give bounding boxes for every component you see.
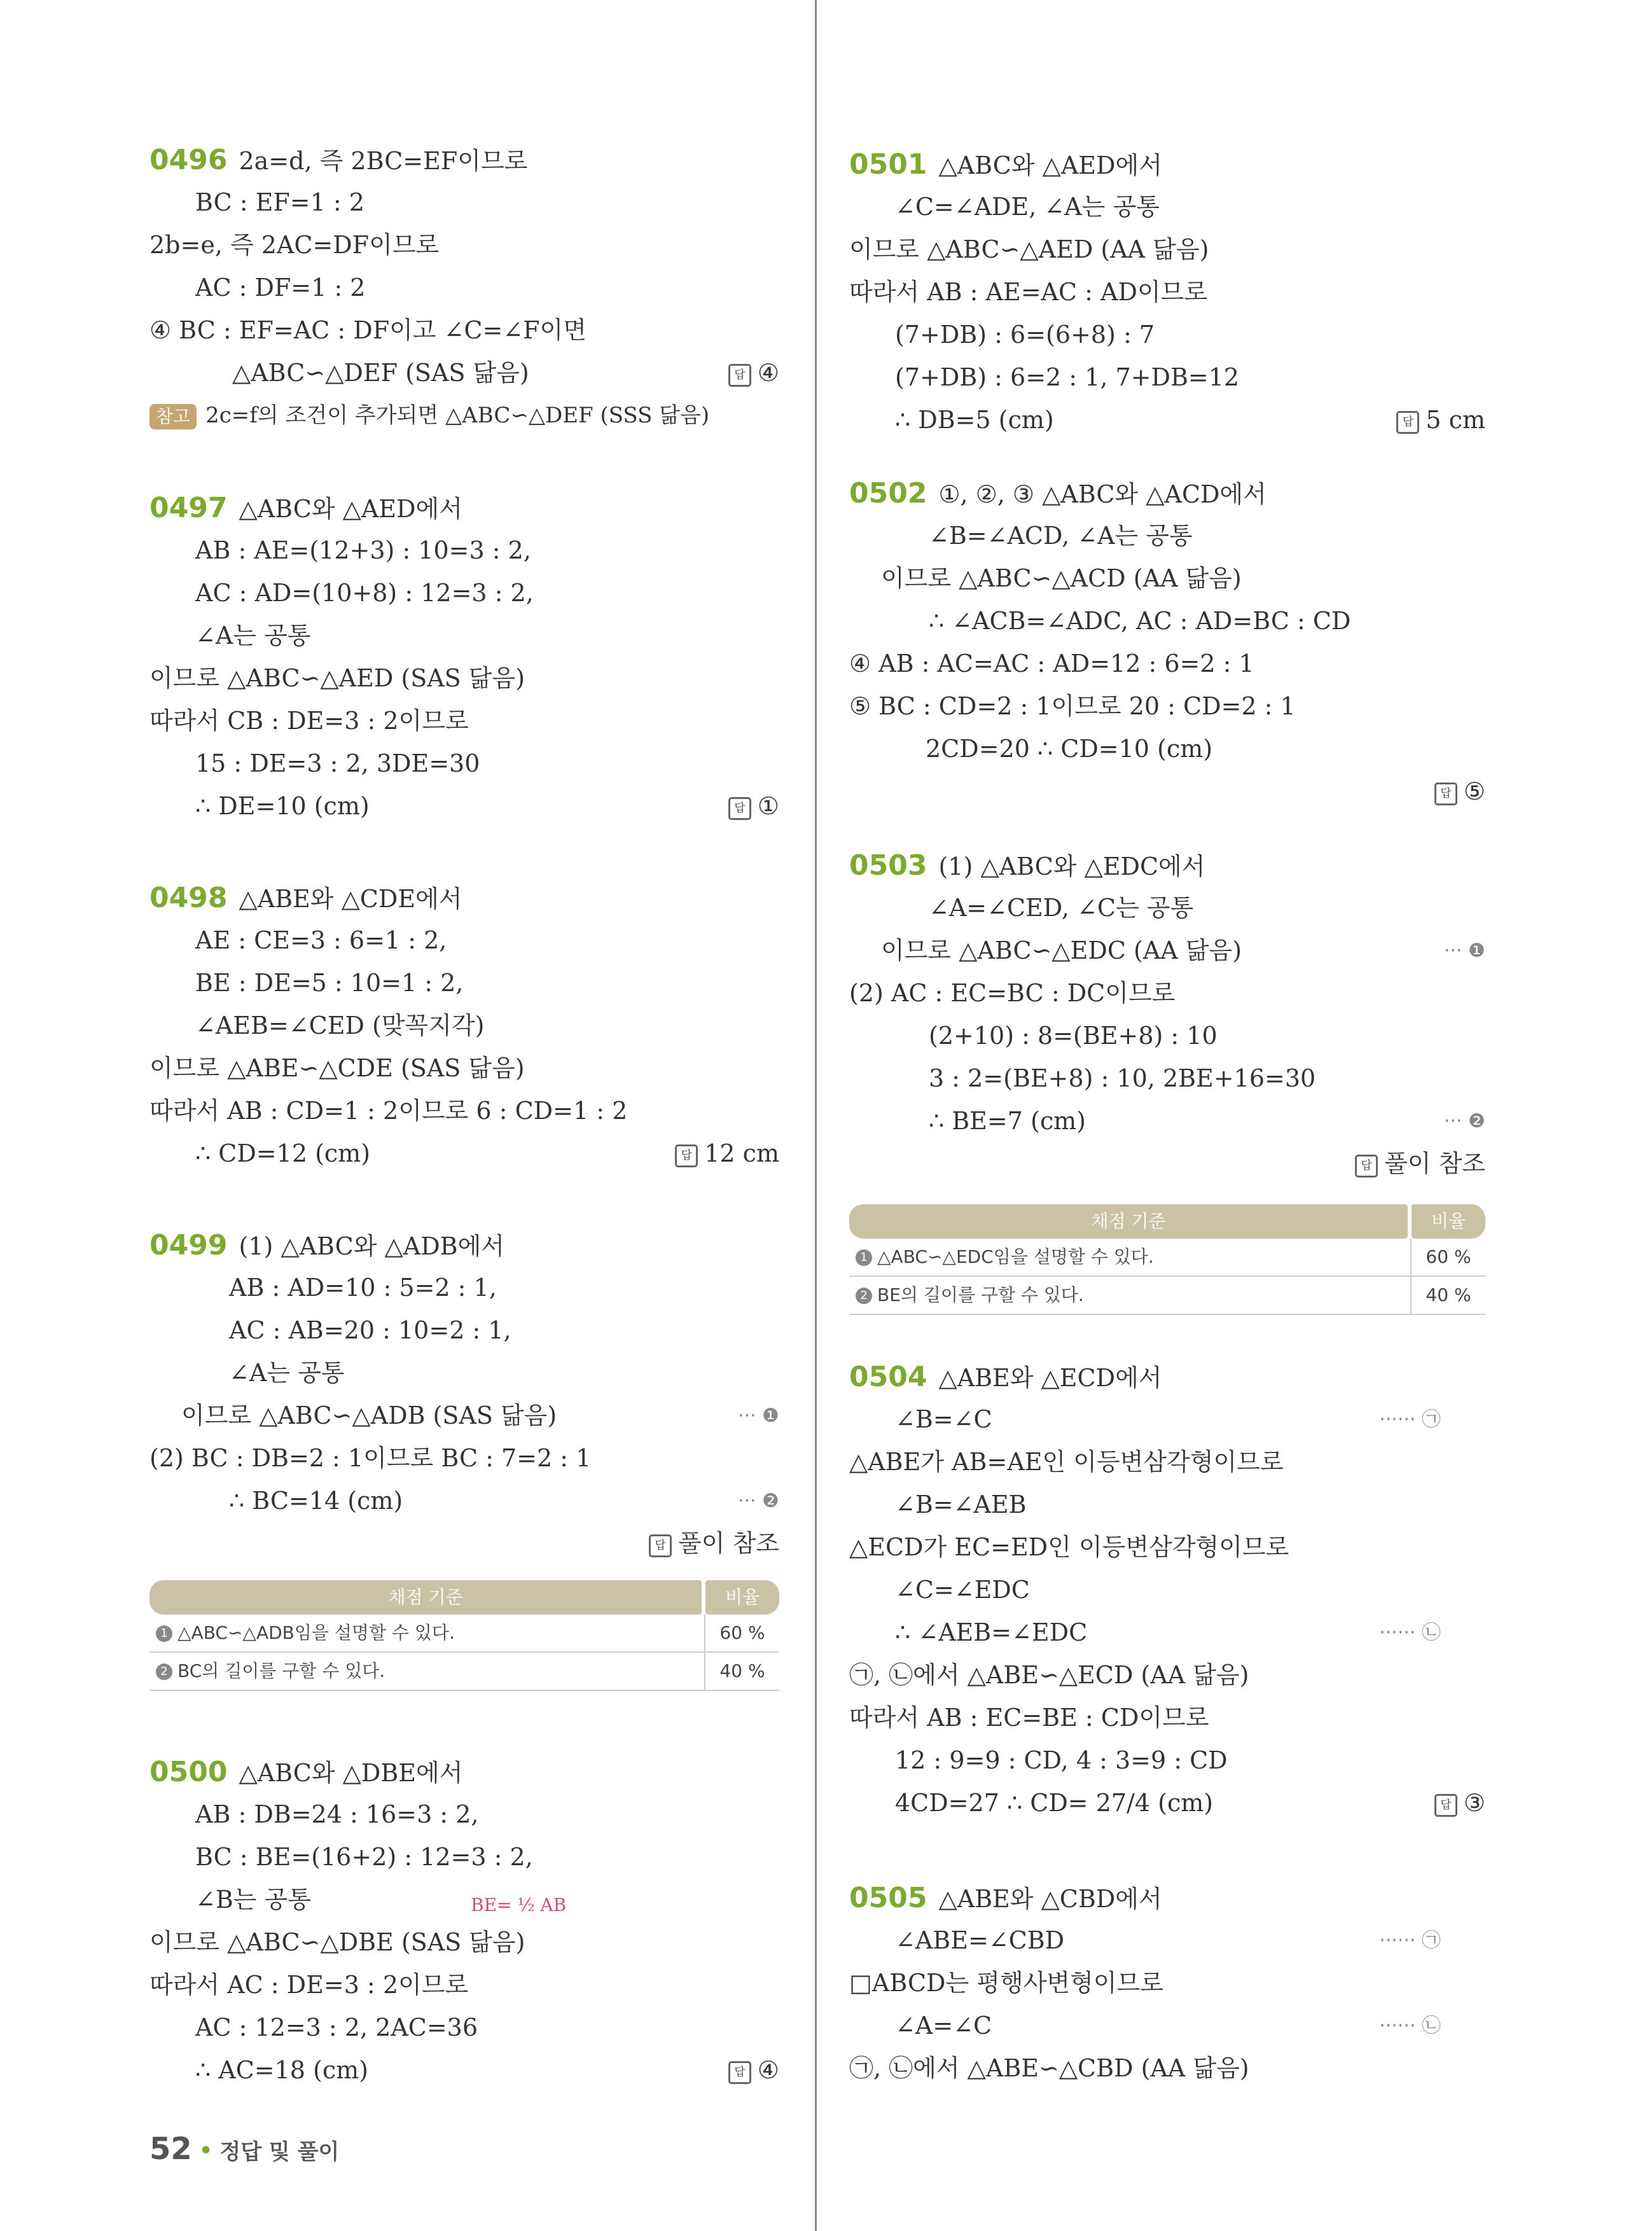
solution-line: AC : 12=3 : 2, 2AC=36 xyxy=(195,2013,478,2041)
solution-line: ∠B는 공통 xyxy=(195,1886,311,1914)
answer-value: ① xyxy=(757,792,779,820)
solution-line: AC : AD=(10+8) : 12=3 : 2, xyxy=(195,579,534,607)
solution-line: ④ AB : AC=AC : AD=12 : 6=2 : 1 xyxy=(849,650,1254,678)
solution-line: ∠A는 공통 xyxy=(229,1359,345,1387)
solution-line: 따라서 AC : DE=3 : 2이므로 xyxy=(149,1971,469,1999)
step-number: 2 xyxy=(156,1664,172,1680)
solution-line: AC : DF=1 : 2 xyxy=(195,274,366,302)
step-marker: ······ ㉠ xyxy=(1379,1929,1441,1952)
problem-0496 xyxy=(149,139,779,437)
solution-line: ∠B=∠ACD, ∠A는 공통 xyxy=(929,522,1193,550)
answer xyxy=(728,785,779,828)
problem-number: 0505 xyxy=(849,1882,927,1914)
solution-line: BC : EF=1 : 2 xyxy=(195,188,364,216)
solution-line: 12 : 9=9 : CD, 4 : 3=9 : CD xyxy=(895,1746,1228,1774)
solution-line: 이므로 △ABC∽△AED (SAS 닮음) xyxy=(149,664,525,692)
solution-line: ㉠, ㉡에서 △ABE∽△ECD (AA 닮음) xyxy=(849,1661,1249,1689)
solution-line: AC : AB=20 : 10=2 : 1, xyxy=(229,1316,511,1344)
answer-value: 풀이 참조 xyxy=(678,1529,779,1557)
step-number: 1 xyxy=(156,1625,172,1642)
answer-value: 5 cm xyxy=(1426,406,1485,434)
solution-line: (2) BC : DB=2 : 1이므로 BC : 7=2 : 1 xyxy=(149,1444,592,1472)
step-marker: ··· ❶ xyxy=(1443,940,1485,962)
step-marker: ··· ❶ xyxy=(737,1405,779,1427)
solution-line: ∠C=∠EDC xyxy=(895,1576,1030,1604)
note-tag: 참고 xyxy=(149,404,197,429)
answer xyxy=(675,1132,779,1175)
grading-table xyxy=(149,1580,779,1691)
table-row xyxy=(849,1277,1485,1315)
table-row xyxy=(149,1615,779,1653)
solution-line: ∠C=∠ADE, ∠A는 공통 xyxy=(895,193,1160,221)
solution-line: ∴ ∠AEB=∠EDC xyxy=(895,1618,1088,1646)
solution-line: AB : DB=24 : 16=3 : 2, xyxy=(195,1800,479,1828)
solution-line: ∠A=∠CED, ∠C는 공통 xyxy=(929,894,1194,922)
table-row xyxy=(849,1239,1485,1277)
solution-line: △ECD가 EC=ED인 이등변삼각형이므로 xyxy=(849,1533,1289,1561)
solution-line: ∴ CD=12 (cm) xyxy=(195,1139,371,1167)
answer-value: 풀이 참조 xyxy=(1384,1150,1485,1178)
side-note: BE= ½ AB xyxy=(471,1894,567,1915)
table-row xyxy=(149,1653,779,1691)
answer-icon: 답 xyxy=(728,797,751,820)
page-footer xyxy=(149,2131,339,2167)
answer-icon: 답 xyxy=(728,364,751,387)
answer-icon: 답 xyxy=(675,1144,698,1167)
answer-value: ④ xyxy=(757,359,779,387)
solution-line: ⑤ BC : CD=2 : 1이므로 20 : CD=2 : 1 xyxy=(849,692,1296,720)
solution-line: △ABE가 AB=AE인 이등변삼각형이므로 xyxy=(849,1448,1284,1476)
step-number: 1 xyxy=(856,1249,872,1266)
problem-number: 0500 xyxy=(149,1756,228,1788)
solution-line: ∠B=∠C xyxy=(895,1405,992,1433)
solution-line: ④ BC : EF=AC : DF이고 ∠C=∠F이면 xyxy=(149,316,587,344)
step-marker: ······ ㉡ xyxy=(1379,1622,1441,1644)
answer xyxy=(1434,1782,1485,1824)
solution-line: ∠AEB=∠CED (맞꼭지각) xyxy=(195,1011,485,1039)
step-marker: ······ ㉡ xyxy=(1379,2015,1441,2037)
answer-icon: 답 xyxy=(649,1534,672,1557)
solution-line: 2a=d, 즉 2BC=EF이므로 xyxy=(239,147,528,175)
solution-line: △ABE와 △CBD에서 xyxy=(938,1885,1162,1913)
solution-line: (7+DB) : 6=(6+8) : 7 xyxy=(895,321,1155,349)
answer-value: ③ xyxy=(1463,1789,1485,1817)
answer xyxy=(1355,1143,1485,1185)
table-header-criteria: 채점 기준 xyxy=(849,1204,1408,1239)
solution-line: ①, ②, ③ △ABC와 △ACD에서 xyxy=(938,480,1267,508)
step-number: 2 xyxy=(856,1288,872,1304)
answer-icon: 답 xyxy=(728,2061,751,2084)
table-header-ratio: 비율 xyxy=(1412,1204,1485,1239)
solution-line: ∴ DE=10 (cm) xyxy=(195,792,370,820)
answer xyxy=(728,2049,779,2092)
solution-line: ∴ AC=18 (cm) xyxy=(195,2056,369,2084)
solution-line: ∠A는 공통 xyxy=(195,622,311,650)
answer-value: ⑤ xyxy=(1463,777,1485,805)
problem-number: 0501 xyxy=(849,148,927,181)
solution-line: 따라서 AB : CD=1 : 2이므로 6 : CD=1 : 2 xyxy=(149,1097,628,1125)
solution-line: 따라서 AB : EC=BE : CD이므로 xyxy=(849,1704,1209,1732)
solution-line: 2CD=20 ∴ CD=10 (cm) xyxy=(926,735,1213,763)
answer xyxy=(649,1522,779,1565)
problem-0499 xyxy=(149,1224,779,1565)
problem-0501 xyxy=(849,143,1485,441)
answer-value: 12 cm xyxy=(704,1139,779,1167)
solution-line: (2+10) : 8=(BE+8) : 10 xyxy=(929,1022,1218,1050)
problem-0504 xyxy=(849,1356,1485,1824)
solution-line: ∴ BE=7 (cm) xyxy=(929,1107,1086,1135)
answer-icon: 답 xyxy=(1434,782,1457,805)
table-header-ratio: 비율 xyxy=(705,1580,779,1615)
problem-0500 xyxy=(149,1751,779,2092)
solution-line: ∠A=∠C xyxy=(895,2012,992,2040)
solution-line: 이므로 △ABE∽△CDE (SAS 닮음) xyxy=(149,1054,525,1082)
answer-icon: 답 xyxy=(1396,411,1419,434)
solution-line: 4CD=27 ∴ CD= 27/4 (cm) xyxy=(895,1789,1214,1817)
problem-number: 0504 xyxy=(849,1361,927,1393)
solution-line: AB : AD=10 : 5=2 : 1, xyxy=(229,1274,497,1302)
answer-icon: 답 xyxy=(1355,1155,1378,1178)
solution-line: (1) △ABC와 △EDC에서 xyxy=(938,852,1205,880)
footer-label: 정답 및 풀이 xyxy=(219,2139,340,2165)
problem-number: 0496 xyxy=(149,144,228,176)
solution-line: △ABC와 △AED에서 xyxy=(938,151,1162,179)
solution-line: △ABC∽△DEF (SAS 닮음) xyxy=(232,359,529,387)
solution-line: BE : DE=5 : 10=1 : 2, xyxy=(195,969,464,997)
problem-0503 xyxy=(849,844,1485,1185)
criteria-text: △ABC∽△EDC임을 설명할 수 있다. xyxy=(877,1246,1154,1267)
answer xyxy=(1434,770,1485,813)
note-text: 2c=f의 조건이 추가되면 △ABC∽△DEF (SSS 닮음) xyxy=(205,403,710,428)
solution-line: □ABCD는 평행사변형이므로 xyxy=(849,1969,1163,1997)
ratio-value: 60 % xyxy=(1426,1246,1471,1267)
solution-line: 2b=e, 즉 2AC=DF이므로 xyxy=(149,231,440,259)
column-divider xyxy=(815,0,817,2231)
solution-line: △ABE와 △ECD에서 xyxy=(938,1364,1162,1392)
solution-line: (1) △ABC와 △ADB에서 xyxy=(239,1232,505,1260)
ratio-value: 40 % xyxy=(1426,1284,1471,1305)
solution-line: ∠B=∠AEB xyxy=(895,1491,1027,1519)
ratio-value: 60 % xyxy=(719,1622,765,1643)
solution-line: △ABC와 △AED에서 xyxy=(239,495,462,523)
solution-line: 따라서 AB : AE=AC : AD이므로 xyxy=(849,278,1208,306)
solution-line: 3 : 2=(BE+8) : 10, 2BE+16=30 xyxy=(929,1064,1316,1092)
problem-number: 0502 xyxy=(849,477,927,510)
solution-line: ∠ABE=∠CBD xyxy=(895,1926,1065,1954)
solution-line: 이므로 △ABC∽△ACD (AA 닮음) xyxy=(881,564,1242,592)
solution-line: ∴ BC=14 (cm) xyxy=(229,1487,403,1515)
step-marker: ··· ❷ xyxy=(1443,1110,1485,1132)
solution-line: △ABE와 △CDE에서 xyxy=(239,885,462,913)
answer xyxy=(728,352,779,394)
solution-line: ∴ DB=5 (cm) xyxy=(895,406,1054,434)
solution-line: △ABC와 △DBE에서 xyxy=(239,1759,463,1787)
criteria-text: BC의 길이를 구할 수 있다. xyxy=(177,1660,385,1681)
footer-dot: • xyxy=(198,2136,214,2165)
solution-line: (2) AC : EC=BC : DC이므로 xyxy=(849,979,1176,1007)
solution-line: 이므로 △ABC∽△AED (AA 닮음) xyxy=(849,235,1209,263)
table-header-criteria: 채점 기준 xyxy=(149,1580,702,1615)
solution-line: ㉠, ㉡에서 △ABE∽△CBD (AA 닮음) xyxy=(849,2054,1249,2082)
solution-line: ∴ ∠ACB=∠ADC, AC : AD=BC : CD xyxy=(929,607,1351,635)
ratio-value: 40 % xyxy=(719,1660,765,1681)
solution-line: 따라서 CB : DE=3 : 2이므로 xyxy=(149,707,469,735)
problem-0497 xyxy=(149,487,779,828)
solution-line: (7+DB) : 6=2 : 1, 7+DB=12 xyxy=(895,363,1240,391)
problem-number: 0497 xyxy=(149,492,228,524)
solution-line: 이므로 △ABC∽△DBE (SAS 닮음) xyxy=(149,1928,525,1956)
criteria-text: BE의 길이를 구할 수 있다. xyxy=(877,1284,1084,1305)
step-marker: ······ ㉠ xyxy=(1379,1408,1441,1431)
problem-number: 0503 xyxy=(849,849,927,882)
solution-line: AE : CE=3 : 6=1 : 2, xyxy=(195,926,447,954)
problem-0498 xyxy=(149,877,779,1175)
problem-0505 xyxy=(849,1877,1485,2090)
solution-line: BC : BE=(16+2) : 12=3 : 2, xyxy=(195,1843,533,1871)
solution-line: 이므로 △ABC∽△ADB (SAS 닮음) xyxy=(181,1401,557,1429)
problem-number: 0499 xyxy=(149,1229,228,1261)
solution-line: 이므로 △ABC∽△EDC (AA 닮음) xyxy=(881,936,1242,964)
solution-line: 15 : DE=3 : 2, 3DE=30 xyxy=(195,749,480,777)
answer-value: ④ xyxy=(757,2056,779,2084)
step-marker: ··· ❷ xyxy=(737,1490,779,1512)
answer-icon: 답 xyxy=(1434,1794,1457,1817)
grading-table xyxy=(849,1204,1485,1315)
page-number: 52 xyxy=(149,2131,192,2167)
criteria-text: △ABC∽△ADB임을 설명할 수 있다. xyxy=(177,1622,455,1643)
problem-0502 xyxy=(849,472,1485,813)
problem-number: 0498 xyxy=(149,882,228,914)
solution-line: AB : AE=(12+3) : 10=3 : 2, xyxy=(195,536,531,564)
answer xyxy=(1396,399,1485,441)
